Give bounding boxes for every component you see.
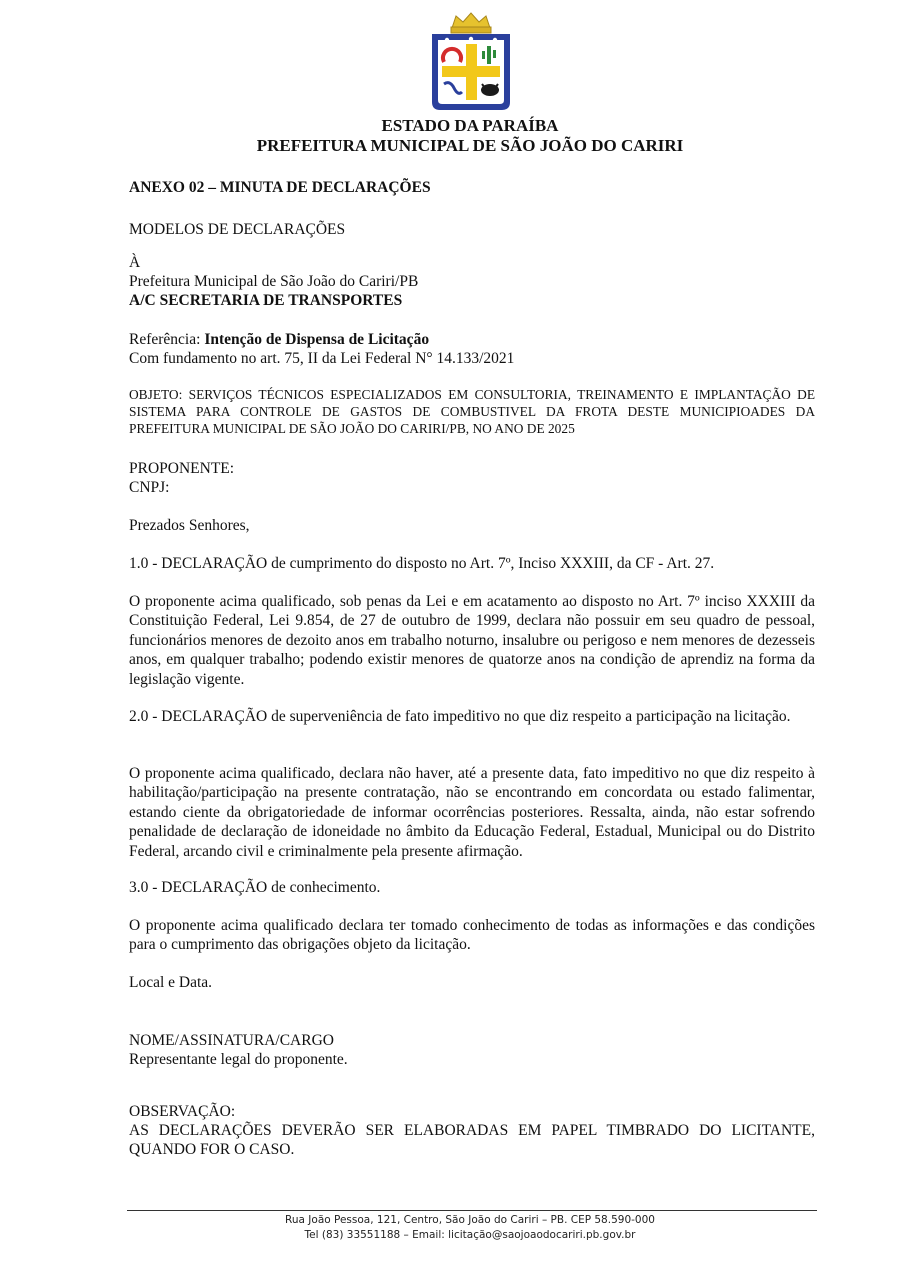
footer-address: Rua João Pessoa, 121, Centro, São João do Cariri – PB. CEP 58.590-000 — [285, 1214, 655, 1226]
proponent-field: PROPONENTE: — [129, 460, 235, 477]
cnpj-field: CNPJ: — [129, 479, 170, 496]
declaration-1-title: 1.0 - DECLARAÇÃO de cumprimento do disposto no Art. 7º, Inciso XXXIII, da CF - Art. 27. — [129, 555, 715, 572]
declaration-2-title: 2.0 - DECLARAÇÃO de superveniência de fato impeditivo no que diz respeito a participação na licitação. — [129, 708, 791, 725]
place-and-date: Local e Data. — [129, 974, 213, 991]
declaration-2-text: O proponente acima qualificado, declara não haver, até a presente data, fato impeditivo no que diz respeito à habilitação/participação na presente contratação, não se encontrando em concordata ou estado falimentar, estando ciente da obrigatoriedade de informar ocorrências posteriores. Ressalta, ainda, não estar sofrendo penalidade de declaração de idoneidade no âmbito da Educação Federal, Estadual, Municipal ou do Distrito Federal, arcando civil e criminalmente pela presente afirmação. — [129, 765, 815, 860]
object-paragraph: OBJETO: SERVIÇOS TÉCNICOS ESPECIALIZADOS EM CONSULTORIA, TREINAMENTO E IMPLANTAÇÃO DE SISTEMA PARA CONTROLE DE GASTOS DE COMBUSTIVEL DA FROTA DESTE MUNICIPIOADES DA PREFEITURA MUNICIPAL DE SÃO JOÃO DO CARIRI/PB, NO ANO DE 2025 — [129, 387, 815, 436]
note-text: AS DECLARAÇÕES DEVERÃO SER ELABORADAS EM PAPEL TIMBRADO DO LICITANTE, QUANDO FOR O CASO. — [129, 1122, 815, 1159]
state-heading: ESTADO DA PARAÍBA — [381, 116, 559, 135]
footer-divider — [127, 1210, 817, 1211]
municipal-crest-icon — [428, 10, 514, 114]
declaration-3-title: 3.0 - DECLARAÇÃO de conhecimento. — [129, 879, 381, 896]
footer-contact: Tel (83) 33551188 – Email: licitação@saojoaodocariri.pb.gov.br — [304, 1229, 636, 1241]
reference-line — [129, 330, 429, 349]
models-heading: MODELOS DE DECLARAÇÕES — [129, 221, 346, 238]
signature-line: NOME/ASSINATURA/CARGO — [129, 1032, 334, 1049]
municipality-heading: PREFEITURA MUNICIPAL DE SÃO JOÃO DO CARIRI — [256, 136, 684, 155]
reference-label: Referência: — [129, 331, 205, 348]
legal-representative: Representante legal do proponente. — [129, 1051, 348, 1068]
reference-value: Intenção de Dispensa de Licitação — [204, 331, 430, 348]
legal-basis: Com fundamento no art. 75, II da Lei Federal N° 14.133/2021 — [129, 350, 515, 367]
greeting: Prezados Senhores, — [129, 517, 250, 534]
note-label: OBSERVAÇÃO: — [129, 1103, 236, 1120]
declaration-3-text: O proponente acima qualificado declara ter tomado conhecimento de todas as informações e das condições para o cumprimento das obrigações objeto da licitação. — [129, 917, 815, 954]
addressee-attention: A/C SECRETARIA DE TRANSPORTES — [129, 292, 403, 309]
addressee-name: Prefeitura Municipal de São João do Cariri/PB — [129, 273, 419, 290]
annex-title: ANEXO 02 – MINUTA DE DECLARAÇÕES — [129, 179, 431, 196]
addressee-to: À — [129, 254, 141, 271]
declaration-1-text: O proponente acima qualificado, sob penas da Lei e em acatamento ao disposto no Art. 7º inciso XXXIII da Constituição Federal, Lei 9.854, de 27 de outubro de 1999, declara não possuir em seu quadro de pessoal, funcionários menores de dezoito anos em trabalho noturno, insalubre ou perigoso e nem menores de dezesseis anos, em qualquer trabalho; podendo existir menores de quatorze anos na condição de aprendiz na forma da legislação vigente. — [129, 593, 815, 688]
